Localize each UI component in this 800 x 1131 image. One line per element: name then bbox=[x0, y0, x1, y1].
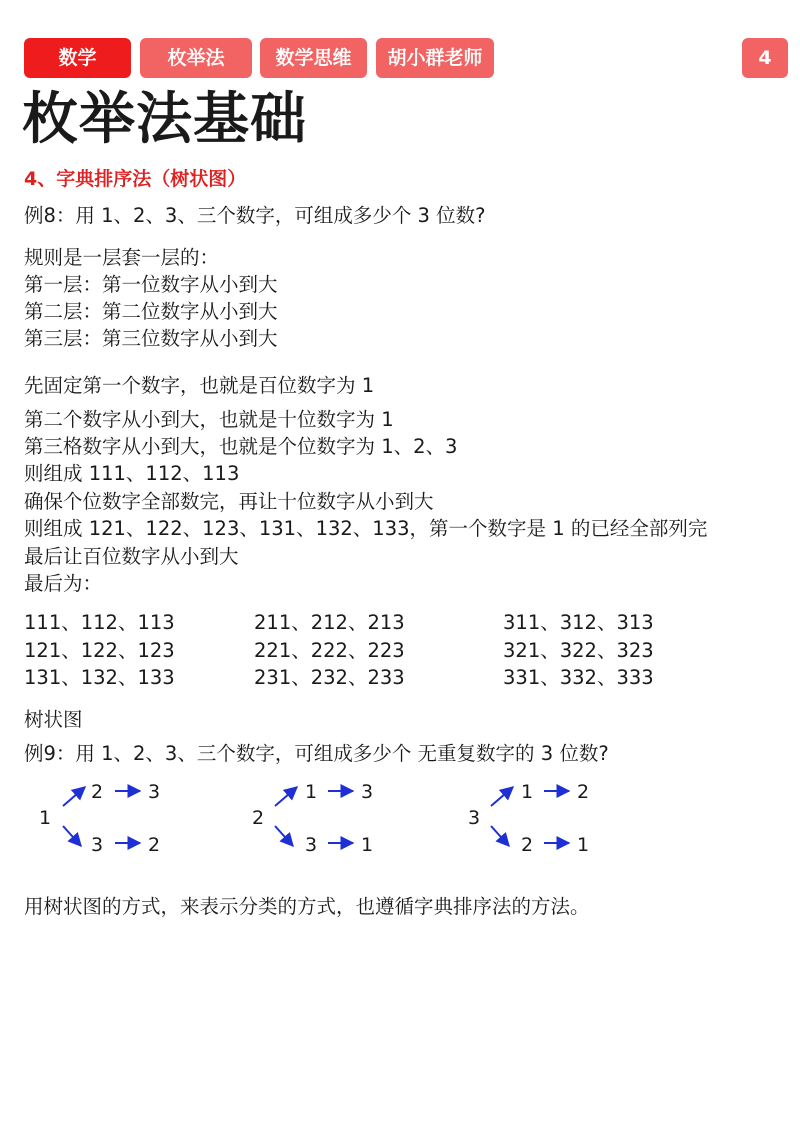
step-line: 先固定第一个数字，也就是百位数字为 1 bbox=[24, 374, 375, 397]
step-line: 则组成 111、112、113 bbox=[24, 462, 240, 485]
tree-node: 2 bbox=[91, 781, 104, 803]
tree-diagram-label: 树状图 bbox=[24, 708, 83, 731]
rule-line: 规则是一层套一层的： bbox=[24, 246, 220, 269]
step-line: 最后让百位数字从小到大 bbox=[24, 545, 239, 568]
rule-line: 第一层：第一位数字从小到大 bbox=[24, 273, 278, 296]
tree-node: 1 bbox=[521, 781, 534, 803]
step-line: 则组成 121、122、123、131、132、133，第一个数字是 1 的已经全部列完 bbox=[24, 517, 708, 540]
tree-1 bbox=[39, 781, 160, 856]
number-row: 231、232、233 bbox=[254, 666, 405, 689]
number-row: 331、332、333 bbox=[503, 666, 654, 689]
tree-leaf: 2 bbox=[148, 834, 161, 856]
number-row: 121、122、123 bbox=[24, 638, 175, 662]
step-line: 最后为： bbox=[24, 572, 103, 595]
number-column-2 bbox=[254, 609, 405, 692]
number-row: 321、322、323 bbox=[503, 638, 654, 662]
tree-leaf: 1 bbox=[577, 834, 590, 856]
tag-enumeration: 枚举法 bbox=[140, 38, 252, 78]
conclusion-text: 用树状图的方式，来表示分类的方式，也遵循字典排序法的方法。 bbox=[24, 895, 590, 918]
step-line: 确保个位数字全部数完，再让十位数字从小到大 bbox=[24, 490, 434, 513]
example9-question: 例9：用 1、2、3、三个数字，可组成多少个 无重复数字的 3 位数? bbox=[24, 742, 609, 765]
example8-question: 例8：用 1、2、3、三个数字，可组成多少个 3 位数? bbox=[24, 204, 486, 227]
tree-node: 3 bbox=[305, 834, 318, 856]
tree-3 bbox=[468, 781, 589, 856]
tag-bar bbox=[24, 38, 788, 78]
step-line: 第三格数字从小到大，也就是个位数字为 1、2、3 bbox=[24, 435, 458, 458]
tree-2 bbox=[252, 781, 373, 856]
tree-leaf: 3 bbox=[361, 781, 374, 803]
tree-diagrams bbox=[0, 770, 800, 870]
rule-line: 第二层：第二位数字从小到大 bbox=[24, 300, 278, 323]
tree-root: 2 bbox=[252, 807, 265, 829]
tree-node: 3 bbox=[91, 834, 104, 856]
number-column-1 bbox=[24, 609, 175, 692]
tree-leaf: 3 bbox=[148, 781, 161, 803]
tag-math: 数学 bbox=[24, 38, 131, 78]
number-row: 111、112、113 bbox=[24, 611, 175, 634]
branch-arrow bbox=[491, 826, 509, 846]
tree-root: 1 bbox=[39, 807, 52, 829]
tree-leaf: 1 bbox=[361, 834, 374, 856]
branch-arrow bbox=[275, 787, 297, 806]
branch-arrow bbox=[275, 826, 293, 846]
number-row: 311、312、313 bbox=[503, 611, 654, 634]
section-heading: 4、字典排序法（树状图） bbox=[24, 168, 247, 190]
tree-leaf: 2 bbox=[577, 781, 590, 803]
tag-teacher: 胡小群老师 bbox=[376, 38, 494, 78]
page-number-badge: 4 bbox=[742, 38, 788, 78]
number-row: 131、132、133 bbox=[24, 666, 175, 689]
tree-root: 3 bbox=[468, 807, 481, 829]
number-row: 221、222、223 bbox=[254, 638, 405, 662]
branch-arrow bbox=[63, 826, 81, 846]
branch-arrow bbox=[491, 787, 513, 806]
tree-node: 1 bbox=[305, 781, 318, 803]
number-row: 211、212、213 bbox=[254, 611, 405, 634]
tree-node: 2 bbox=[521, 834, 534, 856]
rule-line: 第三层：第三位数字从小到大 bbox=[24, 327, 278, 350]
page-title: 枚举法基础 bbox=[22, 87, 307, 152]
number-column-3 bbox=[503, 609, 654, 692]
tag-math-thinking: 数学思维 bbox=[260, 38, 367, 78]
step-line: 第二个数字从小到大，也就是十位数字为 1 bbox=[24, 408, 394, 431]
branch-arrow bbox=[63, 787, 85, 806]
